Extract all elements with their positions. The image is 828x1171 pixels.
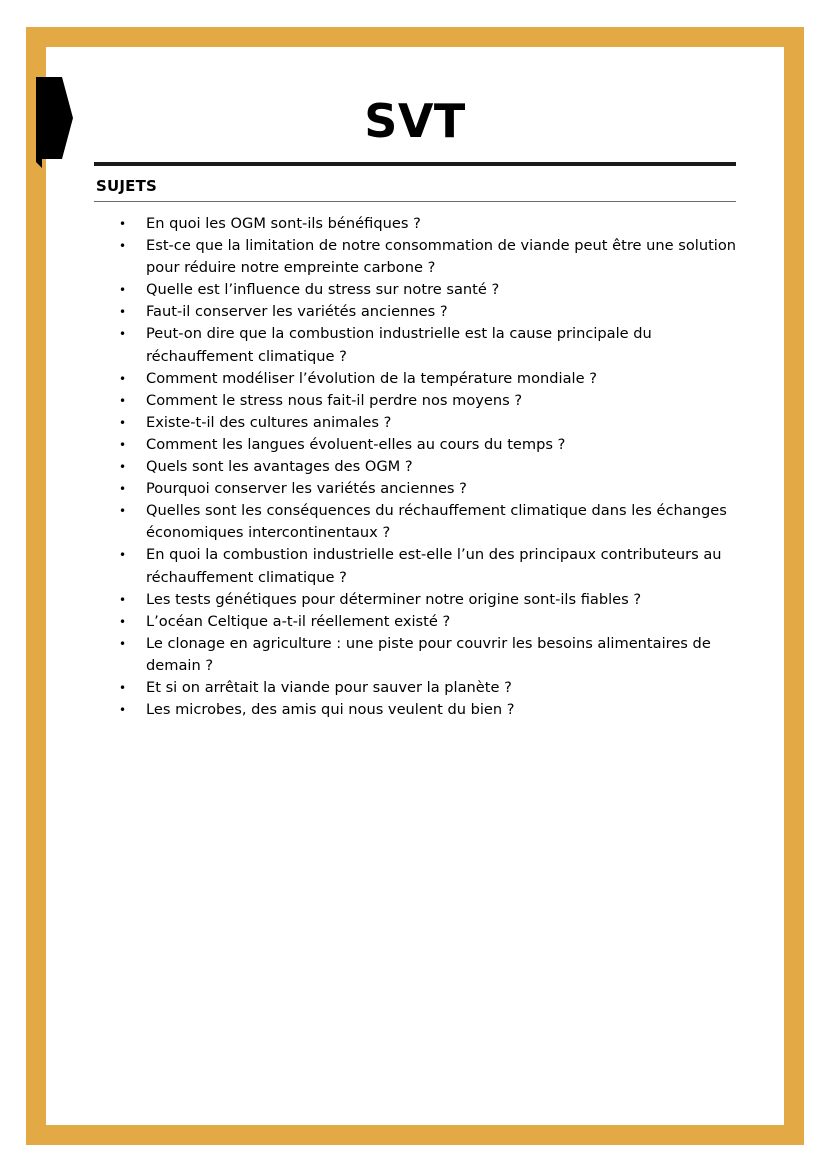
bullet-icon: •: [119, 393, 127, 408]
subject-text: Faut-il conserver les variétés anciennes ?: [146, 303, 448, 321]
list-item: [118, 434, 738, 456]
subject-text: En quoi la combustion industrielle est-elle l’un des principaux contributeurs au réchauffement climatique ?: [146, 546, 722, 586]
subject-text: Comment modéliser l’évolution de la température mondiale ?: [146, 369, 597, 387]
list-item: [118, 235, 738, 279]
bullet-icon: •: [119, 239, 127, 254]
list-item: [118, 544, 738, 588]
bullet-icon: •: [119, 305, 127, 320]
list-item: [118, 611, 738, 633]
list-item: [118, 279, 738, 301]
list-item: [118, 500, 738, 544]
bullet-icon: •: [119, 217, 127, 231]
subject-text: En quoi les OGM sont-ils bénéfiques ?: [146, 215, 421, 232]
bullet-icon: •: [119, 636, 127, 651]
subject-list: [118, 213, 738, 721]
subject-text: Le clonage en agriculture : une piste pour couvrir les besoins alimentaires de demain ?: [146, 634, 711, 674]
list-item: [118, 633, 738, 677]
bullet-icon: •: [119, 504, 127, 519]
bullet-icon: •: [119, 283, 127, 298]
list-item: [118, 368, 738, 390]
subject-text: Comment les langues évoluent-elles au cours du temps ?: [146, 435, 566, 453]
subject-text: L’océan Celtique a-t-il réellement existé ?: [146, 612, 451, 630]
subject-text: Les microbes, des amis qui nous veulent du bien ?: [146, 701, 515, 719]
side-tab-icon: [36, 77, 73, 168]
list-item: [118, 301, 738, 323]
bullet-icon: •: [119, 592, 127, 607]
subject-text: Les tests génétiques pour déterminer notre origine sont-ils fiables ?: [146, 590, 642, 608]
bullet-icon: •: [119, 482, 127, 497]
list-item: [118, 456, 738, 478]
title-divider: [94, 162, 736, 166]
bullet-icon: •: [119, 327, 127, 342]
subject-text: Quels sont les avantages des OGM ?: [146, 458, 413, 476]
subject-text: Peut-on dire que la combustion industrielle est la cause principale du réchauffement climatique ?: [146, 325, 652, 365]
bullet-icon: •: [119, 614, 127, 629]
subject-text: Et si on arrêtait la viande pour sauver la planète ?: [146, 678, 512, 696]
subject-text: Est-ce que la limitation de notre consommation de viande peut être une solution pour réduire notre empreinte carbone ?: [146, 237, 737, 277]
list-item: [118, 677, 738, 699]
list-item: [118, 478, 738, 500]
section-heading: SUJETS: [96, 177, 158, 195]
bullet-icon: •: [119, 460, 127, 475]
list-item: [118, 589, 738, 611]
list-item: [118, 390, 738, 412]
bullet-icon: •: [119, 680, 127, 695]
subject-text: Existe-t-il des cultures animales ?: [146, 413, 392, 431]
bullet-icon: •: [119, 415, 127, 430]
bullet-icon: •: [119, 437, 127, 452]
list-item: [118, 323, 738, 367]
bullet-icon: •: [119, 371, 127, 386]
subject-text: Quelle est l’influence du stress sur notre santé ?: [146, 281, 500, 299]
subject-text: Quelles sont les conséquences du réchauffement climatique dans les échanges économiques intercontinentaux ?: [146, 502, 727, 542]
section-divider: [94, 201, 736, 202]
list-item: [118, 699, 738, 721]
subject-text: Pourquoi conserver les variétés anciennes ?: [146, 480, 467, 498]
subject-text: Comment le stress nous fait-il perdre nos moyens ?: [146, 391, 523, 409]
page-title: SVT: [364, 94, 466, 148]
list-item: [118, 412, 738, 434]
bullet-icon: •: [119, 548, 127, 563]
bullet-icon: •: [119, 703, 127, 718]
list-item: [118, 213, 738, 235]
